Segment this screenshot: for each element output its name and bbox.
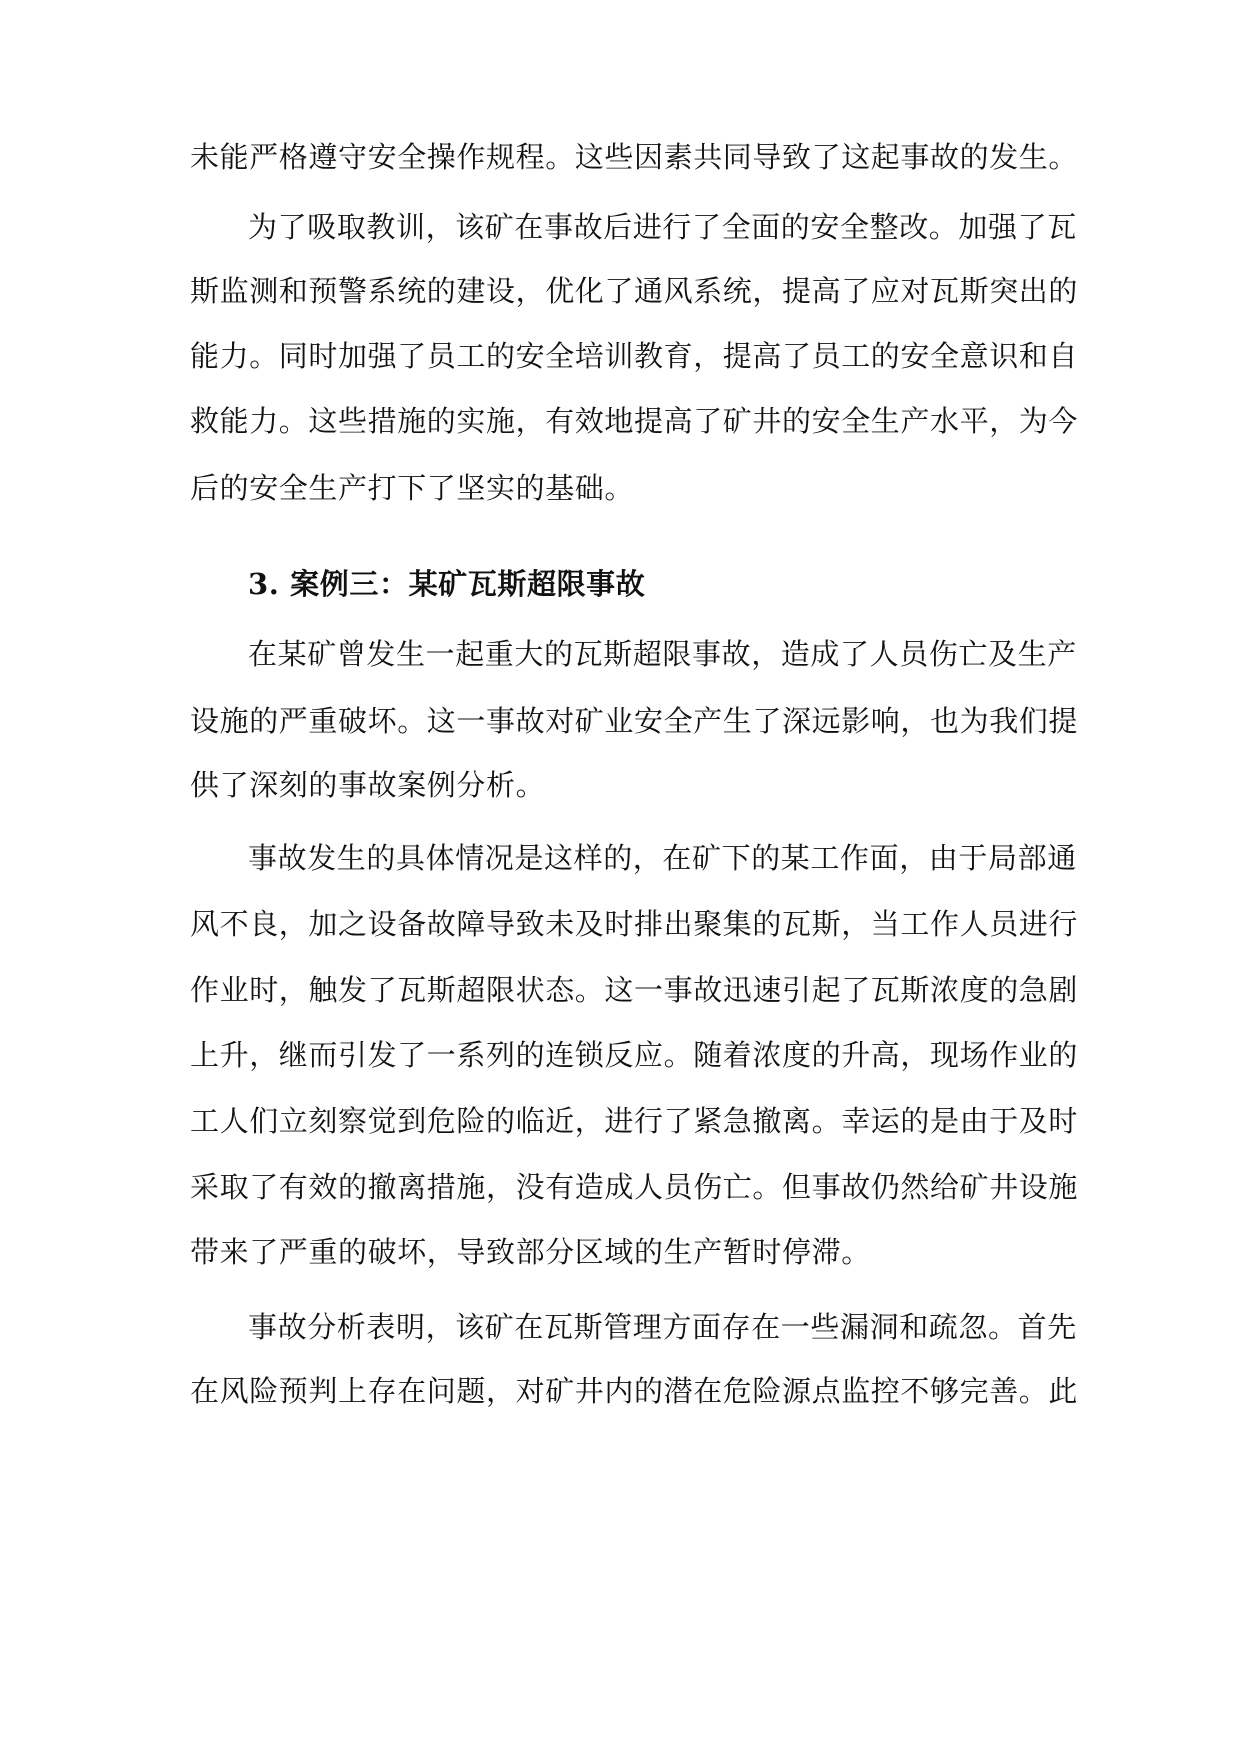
paragraph-line: 救能力。这些措施的实施，有效地提高了矿井的安全生产水平，为今 [190,404,1079,438]
paragraph-line: 风不良，加之设备故障导致未及时排出聚集的瓦斯，当工作人员进行 [190,907,1079,941]
paragraph-line: 在风险预判上存在问题，对矿井内的潜在危险源点监控不够完善。此 [190,1374,1079,1408]
paragraph-line: 后的安全生产打下了坚实的基础。 [190,471,635,505]
paragraph-line: 设施的严重破坏。这一事故对矿业安全产生了深远影响，也为我们提 [190,704,1079,738]
paragraph-line: 带来了严重的破坏，导致部分区域的生产暂时停滞。 [190,1235,871,1269]
paragraph-line: 采取了有效的撤离措施，没有造成人员伤亡。但事故仍然给矿井设施 [190,1170,1079,1204]
paragraph-line: 在某矿曾发生一起重大的瓦斯超限事故，造成了人员伤亡及生产 [248,637,1077,671]
paragraph-line: 供了深刻的事故案例分析。 [190,768,546,802]
paragraph-line: 斯监测和预警系统的建设，优化了通风系统，提高了应对瓦斯突出的 [190,274,1079,308]
paragraph-line: 作业时，触发了瓦斯超限状态。这一事故迅速引起了瓦斯浓度的急剧 [190,973,1079,1007]
paragraph-line: 上升，继而引发了一系列的连锁反应。随着浓度的升高，现场作业的 [190,1038,1079,1072]
paragraph-line: 未能严格遵守安全操作规程。这些因素共同导致了这起事故的发生。 [190,140,1079,174]
paragraph-line: 为了吸取教训，该矿在事故后进行了全面的安全整改。加强了瓦 [248,210,1077,244]
paragraph-line: 事故分析表明，该矿在瓦斯管理方面存在一些漏洞和疏忽。首先 [248,1310,1077,1344]
section-heading: 3. 案例三：某矿瓦斯超限事故 [248,567,646,601]
paragraph-line: 事故发生的具体情况是这样的，在矿下的某工作面，由于局部通 [248,841,1077,875]
paragraph-line: 工人们立刻察觉到危险的临近，进行了紧急撤离。幸运的是由于及时 [190,1104,1079,1138]
paragraph-line: 能力。同时加强了员工的安全培训教育，提高了员工的安全意识和自 [190,339,1079,373]
